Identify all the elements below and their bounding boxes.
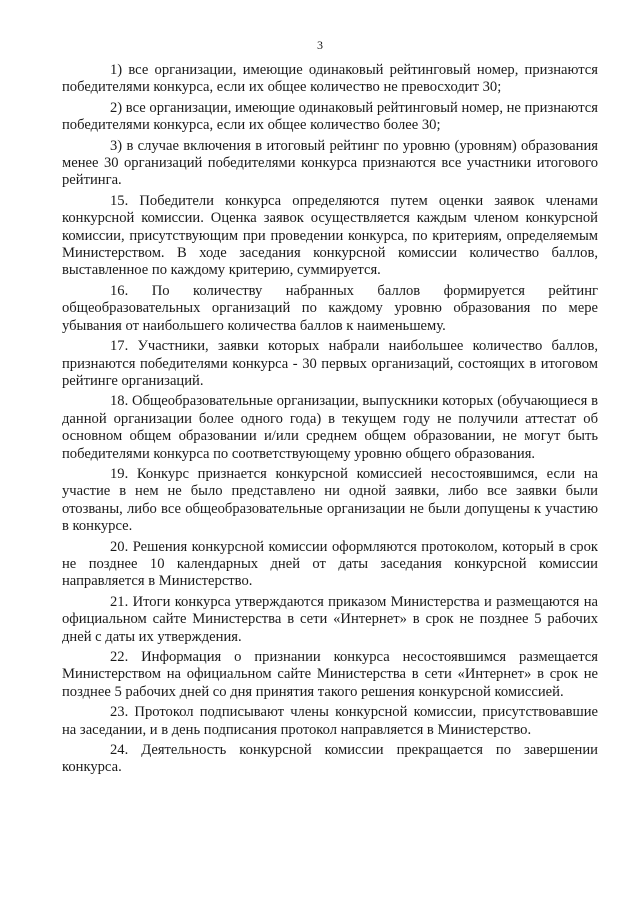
paragraph-item-19: 19. Конкурс признается конкурсной комиссией несостоявшимся, если на участие в нем не было представлено ни одной заявки, либо все заявки были отозваны, либо все общеобразовательные организации не были допущены к участию в конкурсе. [62,465,598,535]
paragraph-item-18: 18. Общеобразовательные организации, выпускники которых (обучающиеся в данной организации более одного года) в текущем году не получили аттестат об основном общем образовании и/или среднем общем образовании, не могут быть победителями конкурса по соответствующему уровню общего образования. [62,393,598,462]
document-body [62,62,598,780]
paragraph-item-17: 17. Участники, заявки которых набрали наибольшее количество баллов, признаются победителями конкурса - 30 первых организаций, состоящих в итоговом рейтинге организаций. [62,338,598,389]
page-number: 3 [317,38,323,52]
paragraph-item-15: 15. Победители конкурса определяются путем оценки заявок членами конкурсной комиссии. Оценка заявок осуществляется каждым членом конкурсной комиссии, присутствующим при проведении конкурса, по критериям, определяемым Министерством. В ходе заседания конкурсной комиссии количество баллов, выставленное по каждому критерию, суммируется. [62,192,598,279]
paragraph-item-22: 22. Информация о признании конкурса несостоявшимся размещается Министерством на официальном сайте Министерства в сети «Интернет» в срок не позднее 5 рабочих дней со дня принятия такого решения конкурсной комиссией. [62,649,598,700]
paragraph-item-23: 23. Протокол подписывают члены конкурсной комиссии, присутствовавшие на заседании, и в день подписания протокол направляется в Министерство. [62,704,598,738]
paragraph-item-21: 21. Итоги конкурса утверждаются приказом Министерства и размещаются на официальном сайте Министерства в сети «Интернет» в срок не позднее 5 рабочих дней с даты их утверждения. [62,593,598,645]
paragraph-clause-1: 1) все организации, имеющие одинаковый рейтинговый номер, признаются победителями конкурса, если их общее количество не превосходит 30; [62,62,598,96]
paragraph-clause-2: 2) все организации, имеющие одинаковый рейтинговый номер, не признаются победителями конкурса, если их общее количество более 30; [62,99,598,134]
paragraph-item-24: 24. Деятельность конкурсной комиссии прекращается по завершении конкурса. [62,742,598,776]
paragraph-item-20: 20. Решения конкурсной комиссии оформляются протоколом, который в срок не позднее 10 календарных дней от даты заседания конкурсной комиссии направляется в Министерство. [62,538,598,590]
paragraph-item-16: 16. По количеству набранных баллов формируется рейтинг общеобразовательных организаций по каждому уровню образования по мере убывания от наибольшего количества баллов к наименьшему. [62,282,598,334]
paragraph-clause-3: 3) в случае включения в итоговый рейтинг по уровню (уровням) образования менее 30 организаций победителями конкурса признаются все участники итогового рейтинга. [62,137,598,189]
